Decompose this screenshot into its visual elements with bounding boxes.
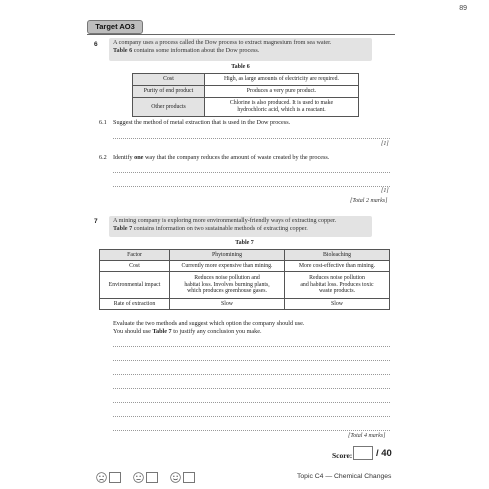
table-6-value-other <box>205 98 359 117</box>
table-7-header-factor: Factor <box>100 250 170 261</box>
question-6-intro <box>109 38 372 61</box>
table-row <box>133 74 359 86</box>
question-7-intro <box>109 216 372 237</box>
question-7-intro-line2 <box>113 225 368 233</box>
table-7-factor-cost: Cost <box>100 261 170 272</box>
question-7-total: [Total 4 marks] <box>348 433 386 439</box>
happy-face-icon <box>170 472 181 483</box>
table-7-phyto-cost: Currently more expensive than mining. <box>170 261 285 272</box>
question-6-intro-line2 <box>113 47 368 55</box>
answer-line-7a[interactable] <box>113 346 390 347</box>
question-6-number: 6 <box>94 41 98 48</box>
table-row <box>100 299 390 310</box>
question-6-intro-rest: contains some information about the Dow process. <box>132 46 260 54</box>
page-number: 89 <box>459 5 467 12</box>
question-7-instruction-2a: You should use <box>113 328 153 335</box>
score-total: / 40 <box>376 448 392 459</box>
answer-line-7f[interactable] <box>113 416 390 417</box>
table-7-header-phytomining: Phytomining <box>170 250 285 261</box>
answer-line-7c[interactable] <box>113 374 390 375</box>
table-7-factor-rate: Rate of extraction <box>100 299 170 310</box>
score-label: Score: <box>332 451 353 460</box>
sad-face-icon <box>96 472 107 483</box>
part-6-2-text-a: Identify <box>113 154 135 161</box>
table-row <box>100 250 390 261</box>
answer-line-7g[interactable] <box>113 430 390 431</box>
table-6-label-cost: Cost <box>133 74 205 86</box>
question-7-instruction-2b: to justify any conclusion you make. <box>171 328 262 335</box>
question-7-intro-rest: contains information on two sustainable methods of extracting copper. <box>132 224 308 232</box>
table-7-phyto-env-line1: Reduces noise pollution and <box>194 274 260 281</box>
question-7-instruction-2-bold: Table 7 <box>152 328 172 335</box>
table-7-factor-environment: Environmental impact <box>100 272 170 299</box>
table-6-value-cost: High, as large amounts of electricity are required. <box>205 74 359 86</box>
table-7-bio-rate: Slow <box>285 299 390 310</box>
question-6-intro-line1: A company uses a process called the Dow process to extract magnesium from sea water. <box>113 39 332 46</box>
table-7-phyto-env-line2: habitat loss. Involves burning plants, <box>184 281 270 288</box>
score-input[interactable] <box>353 446 373 460</box>
answer-line-6-2b[interactable] <box>113 186 390 187</box>
table-row <box>100 272 390 299</box>
part-6-2-text-b: way that the company reduces the amount of waste created by the process. <box>143 154 330 161</box>
table-row <box>100 261 390 272</box>
table-7-bio-env-line2: and habitat loss. Produces toxic <box>300 281 374 288</box>
table-7-caption: Table 7 <box>235 240 254 246</box>
neutral-face-checkbox[interactable] <box>146 472 158 483</box>
question-7-number: 7 <box>94 218 98 225</box>
table-6-value-purity: Produces a very pure product. <box>205 86 359 98</box>
table-6-value-other-line2: hydrochloric acid, which is a reactant. <box>237 107 326 113</box>
part-6-1-number: 6.1 <box>99 119 107 126</box>
table-7-bio-environment <box>285 272 390 299</box>
table-7-bio-env-line1: Reduces noise pollution <box>309 274 365 281</box>
table-7-bio-cost: More cost-effective than mining. <box>285 261 390 272</box>
table-7-ref: Table 7 <box>113 224 133 232</box>
part-6-1-question: Suggest the method of metal extraction that is used in the Dow process. <box>113 119 291 126</box>
answer-line-6-1[interactable] <box>113 138 390 139</box>
question-6-total: [Total 2 marks] <box>350 198 388 204</box>
table-7-phyto-environment <box>170 272 285 299</box>
table-6-caption: Table 6 <box>231 64 250 70</box>
footer-topic: Topic C4 — Chemical Changes <box>297 473 392 480</box>
part-6-2-number: 6.2 <box>99 154 107 161</box>
table-6 <box>132 73 359 117</box>
answer-line-7d[interactable] <box>113 388 390 389</box>
table-7 <box>99 249 390 310</box>
table-7-phyto-rate: Slow <box>170 299 285 310</box>
question-7-intro-line1: A mining company is exploring more environmentally-friendly ways of extracting copper. <box>113 217 337 224</box>
table-7-phyto-env-line3: which produces greenhouse gases. <box>187 288 267 295</box>
neutral-face-icon <box>133 472 144 483</box>
section-tab: Target AO3 <box>87 20 143 34</box>
table-7-header-bioleaching: Bioleaching <box>285 250 390 261</box>
table-6-label-purity: Purity of end product <box>133 86 205 98</box>
question-7-instruction-1: Evaluate the two methods and suggest which option the company should use. <box>113 320 305 327</box>
part-6-2-mark: [1] <box>381 188 389 194</box>
answer-line-7e[interactable] <box>113 402 390 403</box>
table-7-bio-env-line3: waste products. <box>318 288 356 295</box>
table-row <box>133 98 359 117</box>
part-6-2-text-bold: one <box>134 154 144 161</box>
part-6-2-question <box>113 154 329 162</box>
section-divider <box>87 34 395 35</box>
part-6-1-mark: [1] <box>381 141 389 147</box>
question-7-instruction-2 <box>113 328 262 336</box>
answer-line-6-2a[interactable] <box>113 172 390 173</box>
table-row <box>133 86 359 98</box>
sad-face-checkbox[interactable] <box>109 472 121 483</box>
table-6-value-other-line1: Chlorine is also produced. It is used to make <box>229 100 334 107</box>
answer-line-7b[interactable] <box>113 360 390 361</box>
table-6-ref: Table 6 <box>113 46 133 54</box>
table-6-label-other: Other products <box>133 98 205 117</box>
happy-face-checkbox[interactable] <box>183 472 195 483</box>
